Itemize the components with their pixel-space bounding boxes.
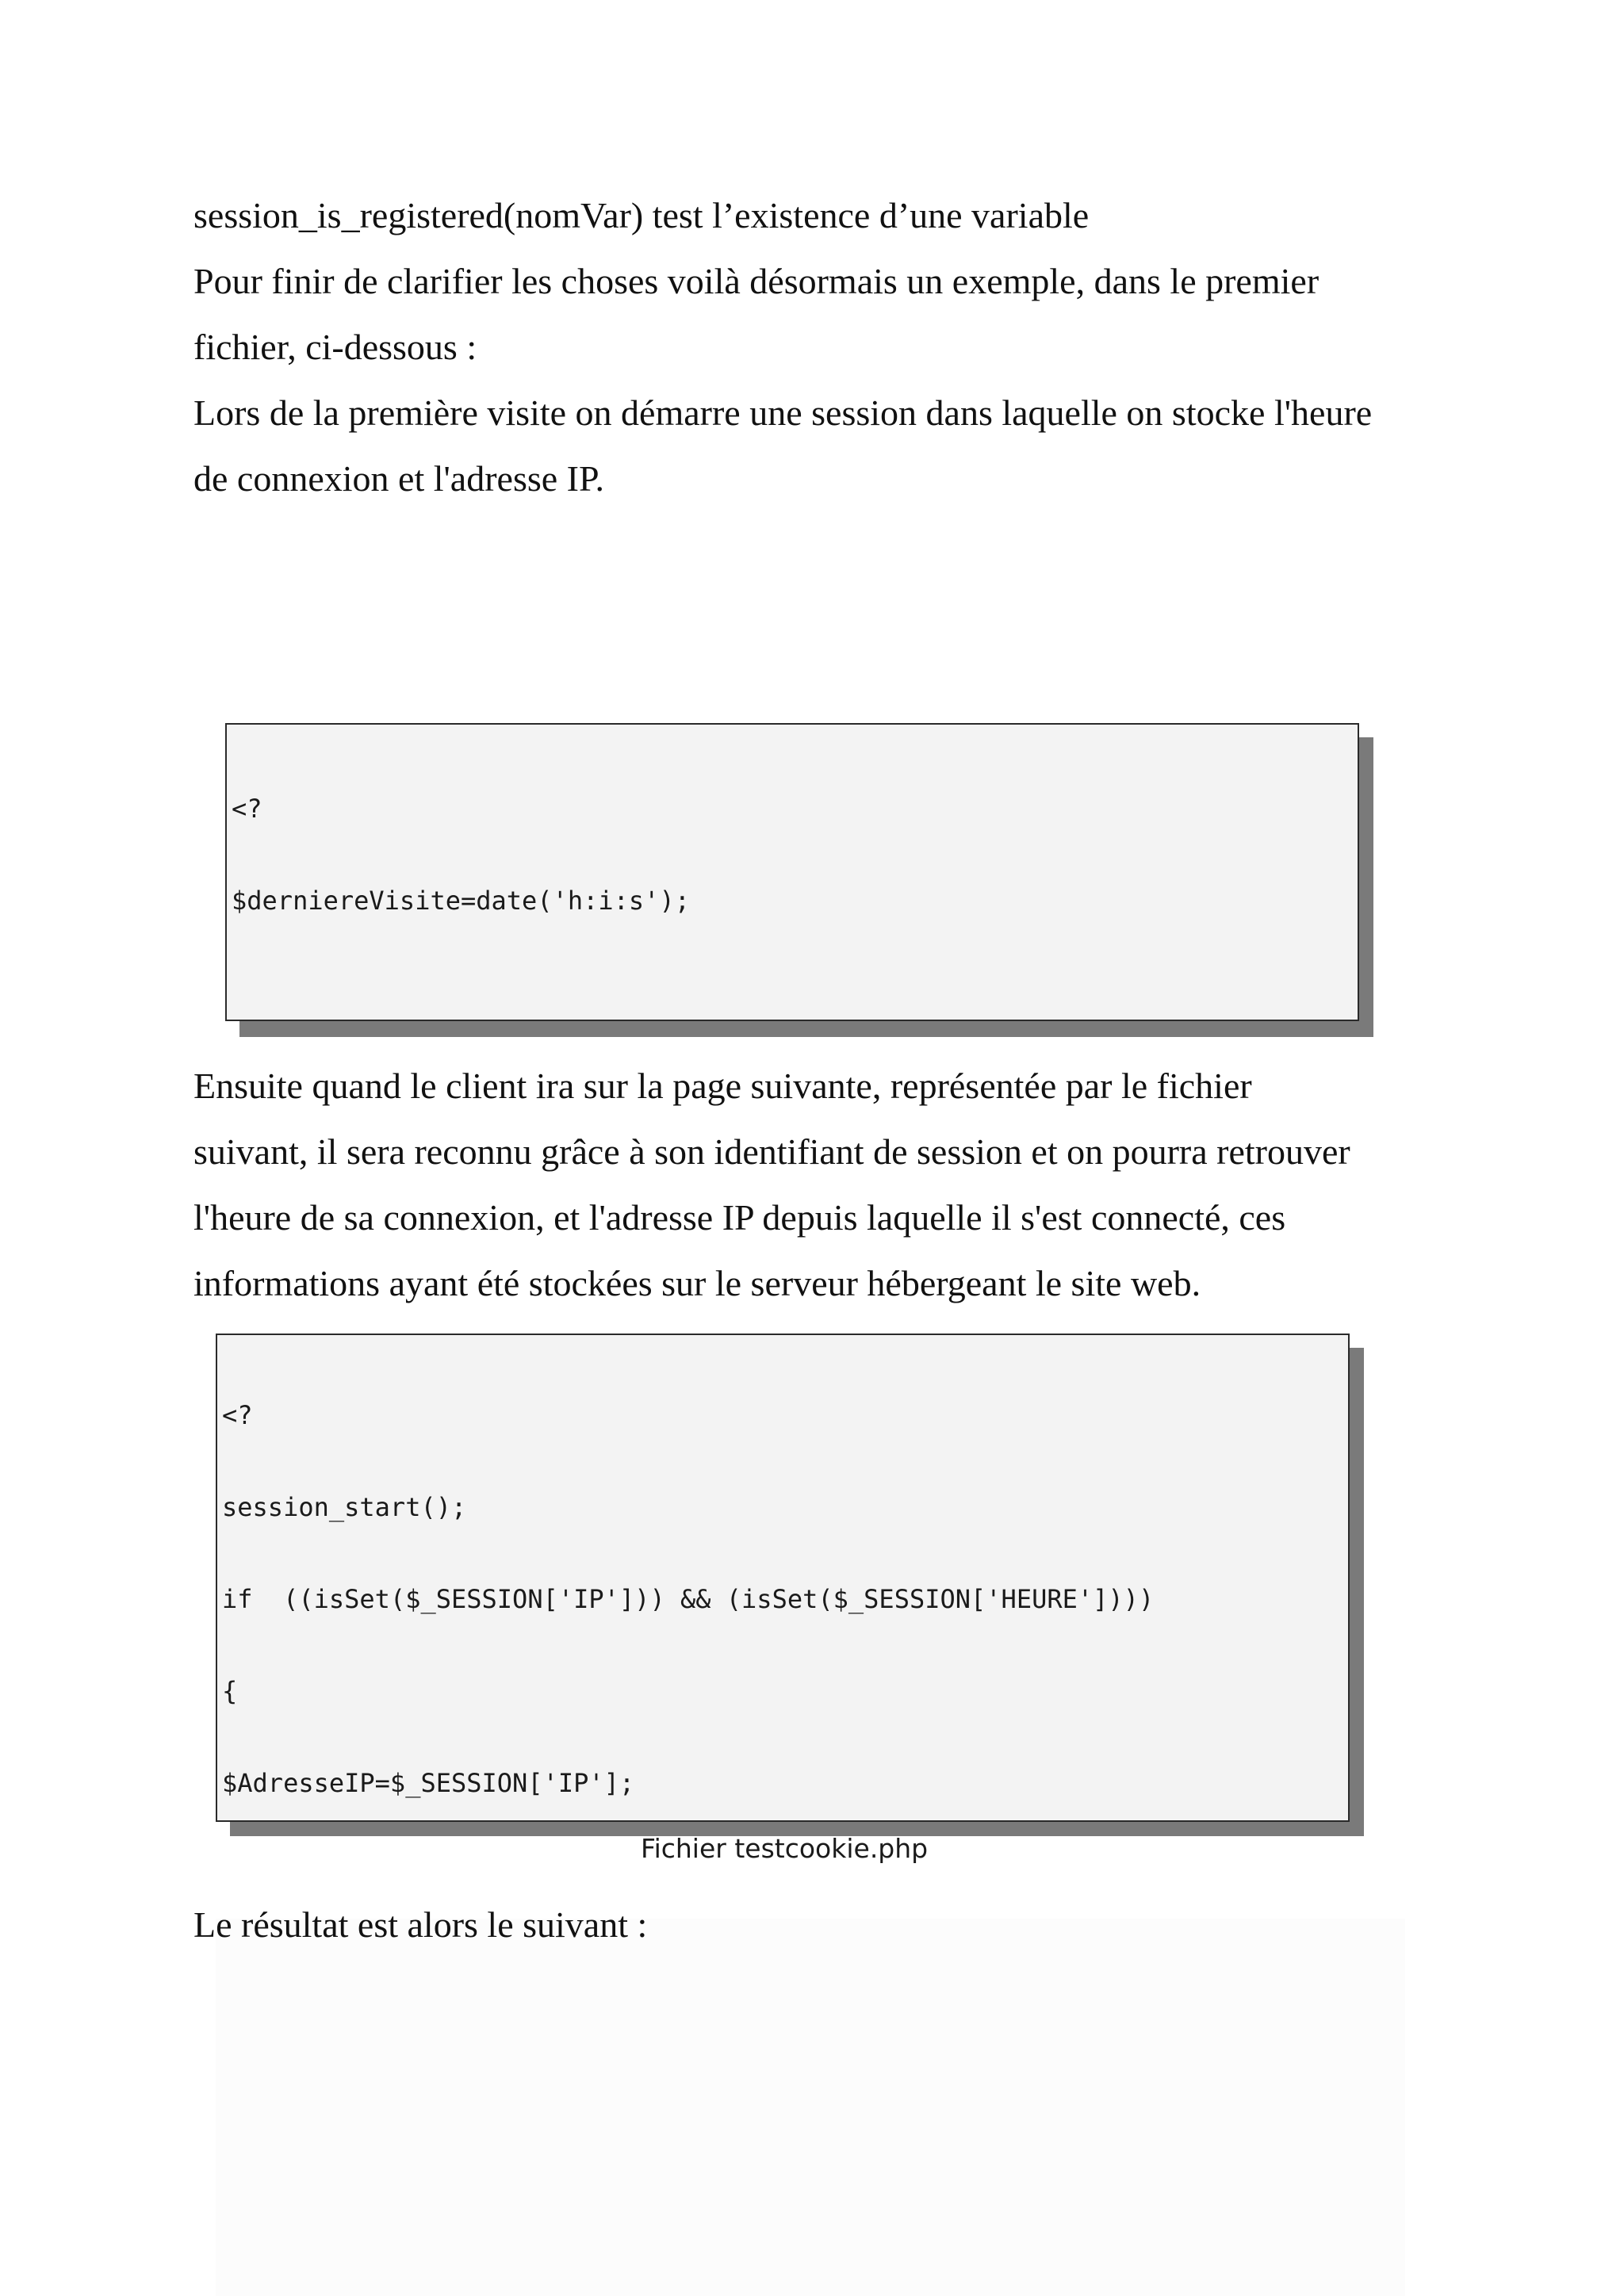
middle-line: Ensuite quand le client ira sur la page suivante, représentée par le fichier bbox=[193, 1066, 1252, 1106]
code-block-1 bbox=[225, 723, 1373, 1037]
intro-line: Lors de la première visite on démarre une session dans laquelle on stocke l'heure bbox=[193, 392, 1373, 433]
code-box bbox=[216, 1334, 1350, 1822]
code-line: <? bbox=[232, 794, 262, 824]
intro-line: Pour finir de clarifier les choses voilà désormais un exemple, dans le premier bbox=[193, 261, 1320, 301]
intro-line: session_is_registered(nomVar) test l’existence d’une variable bbox=[193, 195, 1090, 235]
code-line: $derniereVisite=date('h:i:s'); bbox=[232, 886, 690, 916]
figure-caption: Fichier testcookie.php bbox=[641, 1833, 929, 1864]
intro-paragraph bbox=[193, 182, 1446, 511]
intro-line: de connexion et l'adresse IP. bbox=[193, 458, 604, 499]
code-line: $AdresseIP=$_SESSION['IP']; bbox=[222, 1768, 635, 1798]
result-line: Le résultat est alors le suivant : bbox=[193, 1904, 648, 1945]
code-line: { bbox=[222, 1676, 238, 1706]
middle-line: l'heure de sa connexion, et l'adresse IP depuis laquelle il s'est connecté, ces bbox=[193, 1197, 1286, 1238]
intro-line: fichier, ci-dessous : bbox=[193, 327, 477, 367]
faint-image-area bbox=[216, 1919, 1405, 2296]
middle-paragraph bbox=[193, 1053, 1446, 1316]
middle-line: suivant, il sera reconnu grâce à son identifiant de session et on pourra retrouver bbox=[193, 1131, 1350, 1172]
middle-line: informations ayant été stockées sur le serveur hébergeant le site web. bbox=[193, 1263, 1201, 1303]
result-paragraph bbox=[193, 1892, 1446, 1957]
code-line: <? bbox=[222, 1400, 253, 1430]
code-block-2 bbox=[216, 1334, 1364, 1836]
code-line: if ((isSet($_SESSION['IP'])) && (isSet($_SESSION['HEURE']))) bbox=[222, 1584, 1155, 1614]
code-line: session_start(); bbox=[222, 1492, 467, 1522]
code-box bbox=[225, 723, 1359, 1021]
code-line bbox=[232, 977, 1353, 1008]
